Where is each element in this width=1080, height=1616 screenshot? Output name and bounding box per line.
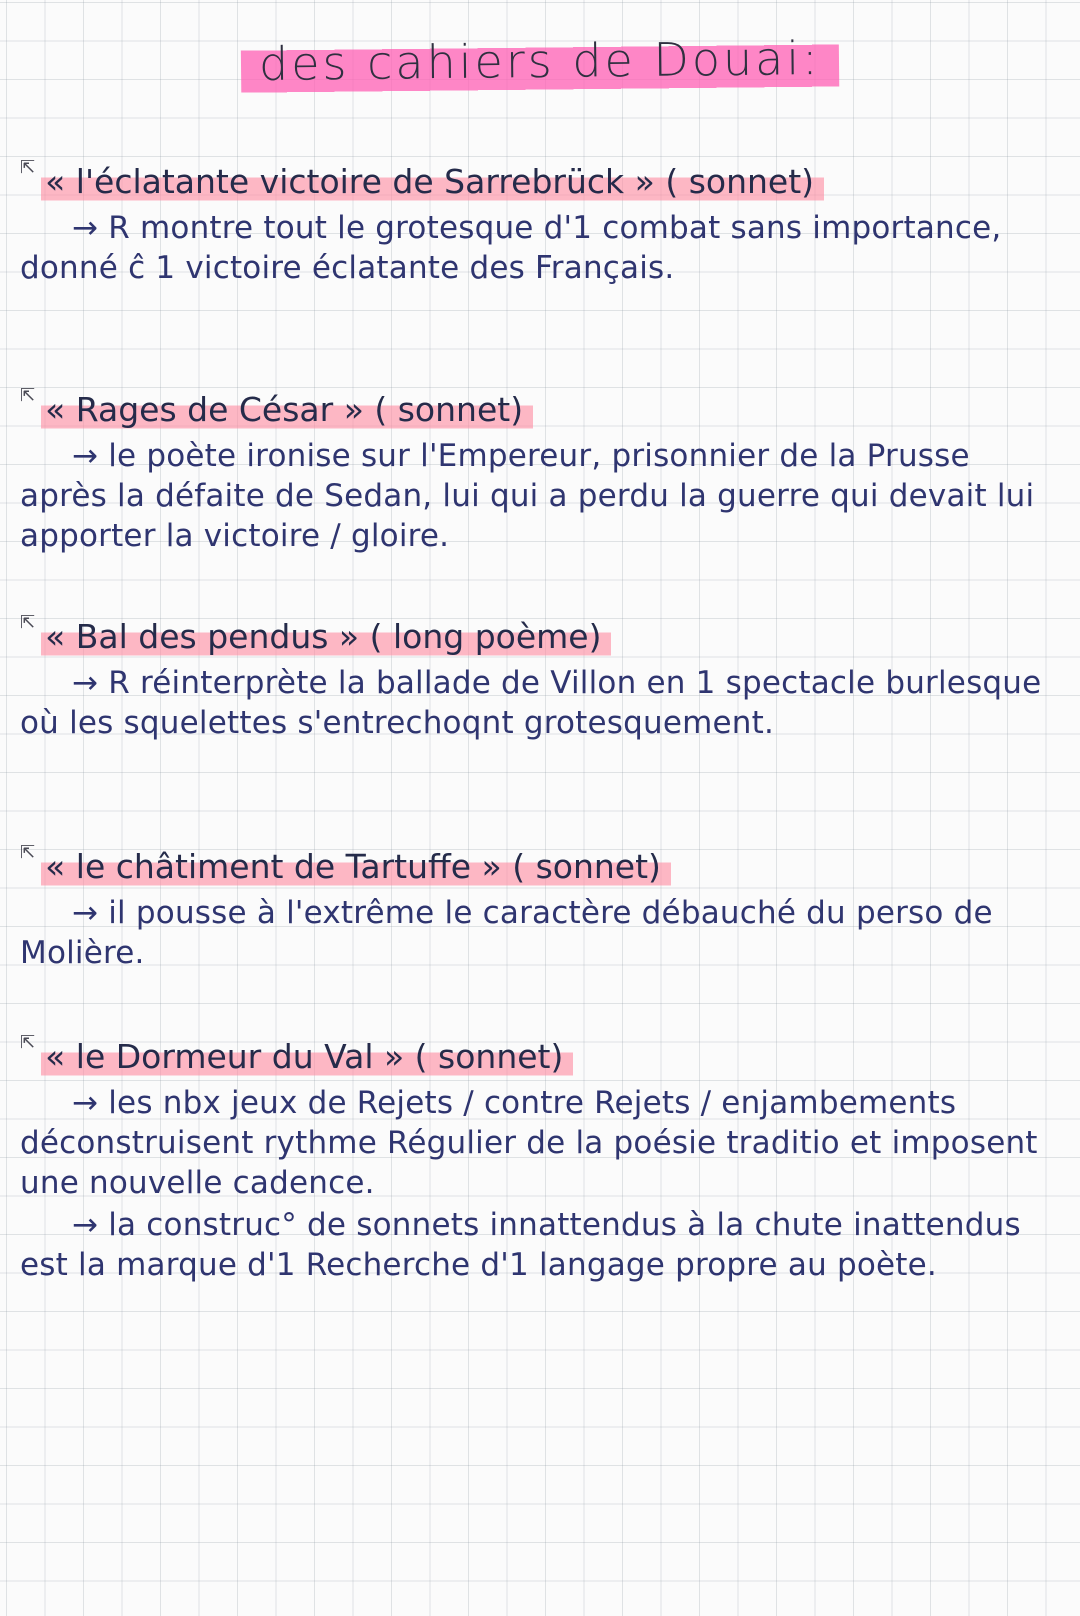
section-heading-text: « Rages de César » ( sonnet) — [41, 388, 533, 432]
note-paragraph: → R réinterprète la ballade de Villon en 1 spectacle burlesque où les squelettes s'entrechoqnt grotesquement. — [20, 665, 1042, 741]
section-heading — [20, 385, 533, 432]
section-heading — [20, 842, 671, 889]
corner-arrow-icon: ⇱ — [20, 157, 36, 178]
note-paragraph: → la construc° de sonnets innattendus à la chute inattendus est la marque d'1 Recherche d'1 langage propre au poète. — [20, 1207, 1021, 1283]
note-section-cesar — [20, 385, 1050, 558]
section-heading-text: « le Dormeur du Val » ( sonnet) — [41, 1035, 573, 1079]
page-title-wrapper — [0, 28, 1080, 98]
section-heading — [20, 1032, 573, 1079]
page-title: des cahiers de Douai: — [241, 25, 839, 101]
corner-arrow-icon: ⇱ — [20, 1032, 36, 1053]
section-body — [20, 208, 1050, 288]
corner-arrow-icon: ⇱ — [20, 612, 36, 633]
corner-arrow-icon: ⇱ — [20, 385, 36, 406]
note-paragraph: → il pousse à l'extrême le caractère débauché du perso de Molière. — [20, 895, 993, 971]
section-body — [20, 436, 1050, 556]
section-body — [20, 893, 1050, 973]
section-heading — [20, 612, 611, 659]
section-body — [20, 1083, 1050, 1285]
note-section-sarrebruck — [20, 157, 1050, 290]
section-heading-text: « le châtiment de Tartuffe » ( sonnet) — [41, 845, 671, 889]
note-paragraph: → les nbx jeux de Rejets / contre Rejets / enjambements déconstruisent rythme Régulier de la poésie traditio et imposent une nouvelle cadence. — [20, 1085, 1038, 1201]
note-section-tartuffe — [20, 842, 1050, 975]
section-heading-text: « l'éclatante victoire de Sarrebrück » ( sonnet) — [41, 160, 824, 204]
section-heading — [20, 157, 824, 204]
section-heading-text: « Bal des pendus » ( long poème) — [41, 615, 611, 659]
section-body — [20, 663, 1050, 743]
note-paragraph: → le poète ironise sur l'Empereur, prisonnier de la Prusse après la défaite de Sedan, lui qui a perdu la guerre qui devait lui apporter la victoire / gloire. — [20, 438, 1035, 554]
note-section-dormeur — [20, 1032, 1050, 1287]
corner-arrow-icon: ⇱ — [20, 842, 36, 863]
note-paragraph: → R montre tout le grotesque d'1 combat sans importance, donné ĉ 1 victoire éclatante des Français. — [20, 210, 1002, 286]
note-section-pendus — [20, 612, 1050, 745]
